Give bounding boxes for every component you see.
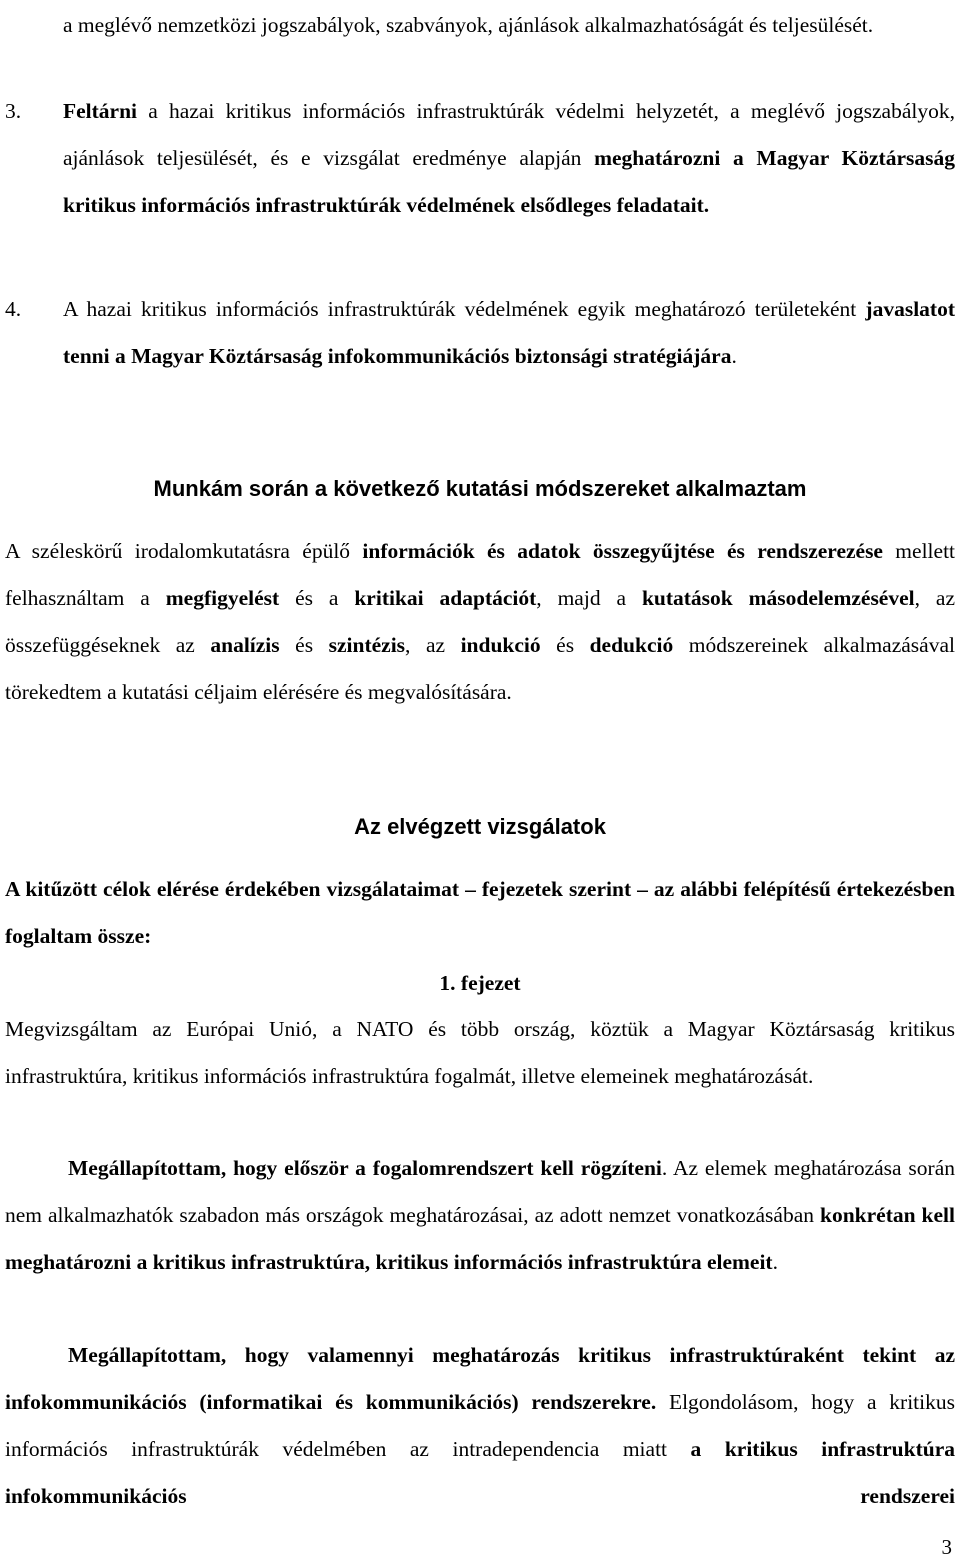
methods-paragraph: A széleskörű irodalomkutatásra épülő információk és adatok összegyűjtése és rendszerezése mellett felhasználtam a megfigyelést és a kritikai adaptációt, majd a kutatások másodelemzésével, az összefüggéseknek az analízis és szintézis, az indukció és dedukció módszereinek alkalmazásával törekedtem a kutatási céljaim elérésére és megvalósítására. [5,539,956,704]
section-heading-studies: Az elvégzett vizsgálatok [354,814,606,839]
chapter1-paragraph-1: Megvizsgáltam az Európai Unió, a NATO és több ország, köztük a Magyar Köztársaság kritikus infrastruktúra, kritikus információs infrastruktúra fogalmát, illetve elemeinek meghatározását. [5,1017,955,1088]
chapter-title: 1. fejezet [439,971,521,995]
chapter1-paragraph-2: Megállapítottam, hogy először a fogalomrendszert kell rögzíteni. Az elemek meghatározása során nem alkalmazhatók szabadon más országok meghatározásai, az adott nemzet vonatkozásában konkrétan kell meghatározni a kritikus infrastruktúra, kritikus információs infrastruktúra elemeit. [5,1156,955,1274]
item-number: 4. [5,297,22,321]
chapter1-paragraph-3: Megállapítottam, hogy valamennyi meghatározás kritikus infrastruktúraként tekint az infokommunikációs (informatikai és kommunikációs) rendszerekre. Elgondolásom, hogy a kritikus információs infrastruktúrák védelmében az intradependencia miatt a kritikus infrastruktúra infokommunikációs rendszerei [5,1343,955,1508]
intro-paragraph: a meglévő nemzetközi jogszabályok, szabványok, ajánlások alkalmazhatóságát és teljesülését. [63,13,874,37]
page-number: 3 [941,1535,952,1559]
section-heading-methods: Munkám során a következő kutatási módszereket alkalmaztam [153,476,807,501]
objective-item-3: 3. Feltárni a hazai kritikus információs infrastruktúrák védelmi helyzetét, a meglévő jogszabályok, ajánlások teljesülését, és e vizsgálat eredménye alapján meghatározni a Magyar Köztársaság kritikus információs infrastruktúrák védelmének elsődleges feladatait. [5,88,955,229]
item-number: 3. [5,99,22,123]
summary-paragraph: A kitűzött célok elérése érdekében vizsgálataimat – fejezetek szerint – az alábbi felépítésű értekezésben foglaltam össze: [5,877,955,948]
objective-item-4: 4. A hazai kritikus információs infrastruktúrák védelmének egyik meghatározó területeként javaslatot tenni a Magyar Köztársaság infokommunikációs biztonsági stratégiájára. [5,286,955,380]
